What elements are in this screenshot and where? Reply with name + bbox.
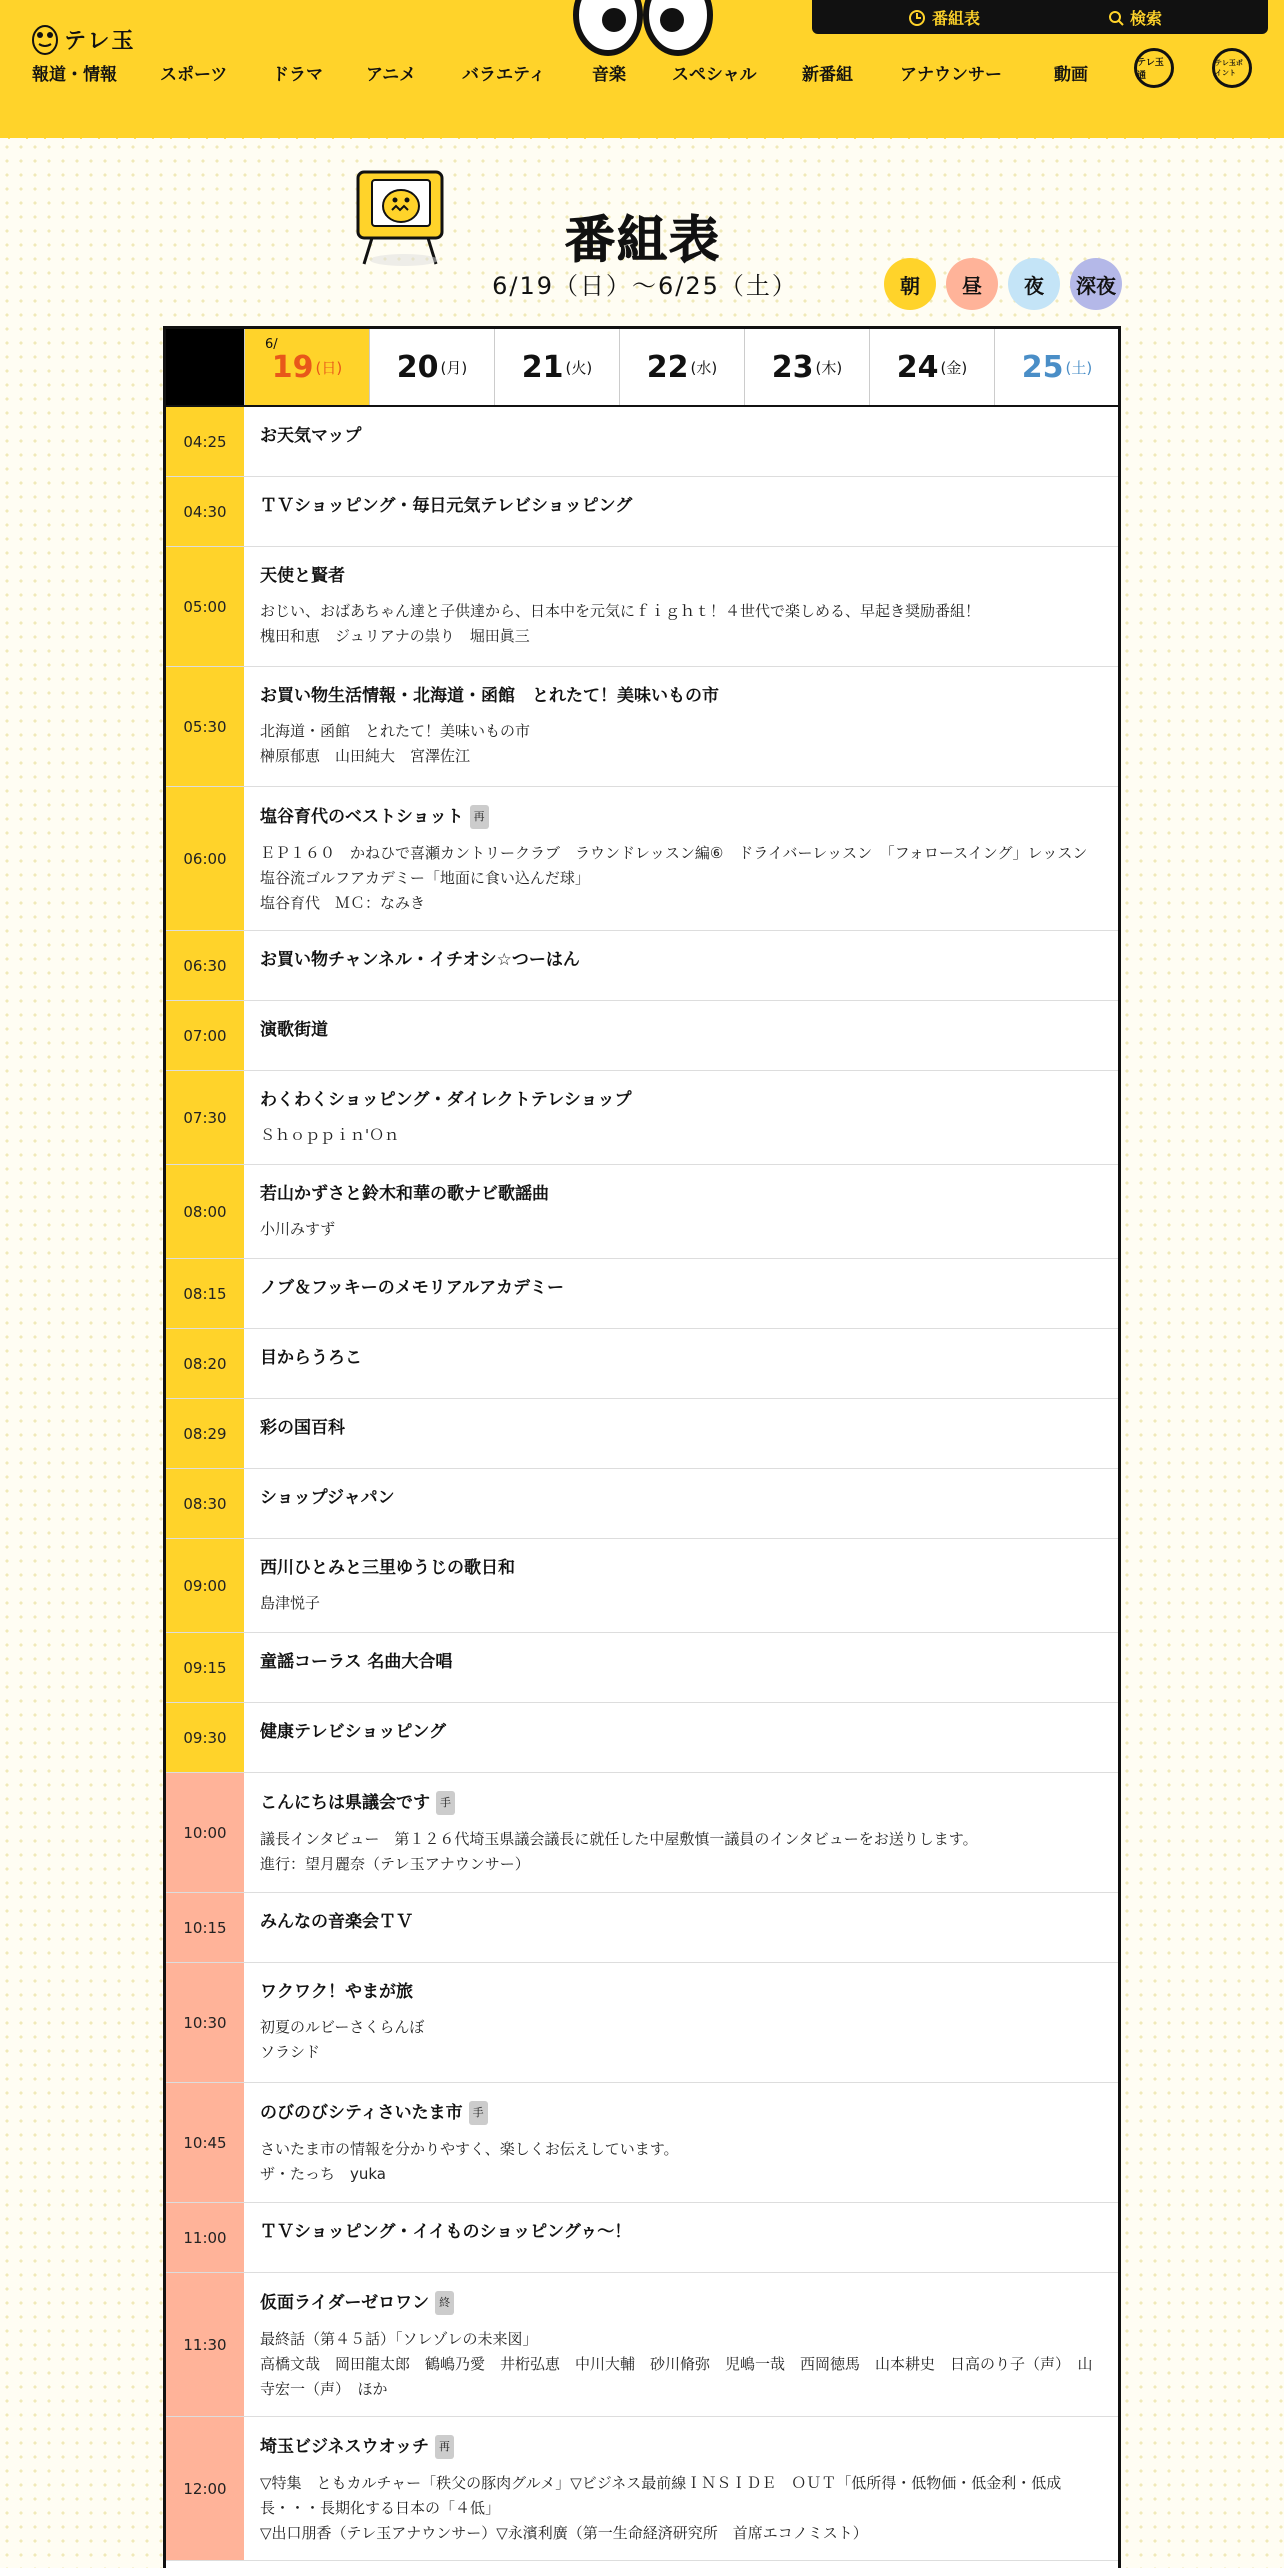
program-badge: 手 xyxy=(469,2101,488,2125)
schedule-link-label: 番組表 xyxy=(932,9,981,28)
program-description: ▽特集 ともカルチャー「秩父の豚肉グルメ」▽ビジネス最前線ＩＮＳＩＤＥ ＯＵＴ「低所得・低物価・低金利・低成長・・・長期化する日本の「４低」 ▽出口朋香（テレ玉アナウンサー）▽永濱利廣（第一生命経済研究所 首席エコノミスト） xyxy=(260,2474,1062,2542)
program-time: 07:30 xyxy=(166,1071,244,1164)
program-title-line xyxy=(260,1981,1102,2003)
program-title: 目からうろこ xyxy=(260,1348,362,1368)
teletama-club-icon[interactable] xyxy=(1134,48,1174,88)
nav-special[interactable]: スペシャル xyxy=(672,65,757,85)
program-time: 10:30 xyxy=(166,1963,244,2082)
program-title: お買い物生活情報・北海道・函館 とれたて！美味いもの市 xyxy=(260,686,719,706)
day-weekday: (水) xyxy=(690,358,718,377)
program-item[interactable] xyxy=(244,1469,1118,1523)
program-title-line xyxy=(260,1911,1102,1933)
program-description: ＥＰ１６０ かねひで喜瀬カントリークラブ ラウンドレッスン編⑥ ドライバーレッスン 「フォロースイング」レッスン 塩谷流ゴルフアカデミー「地面に食い込んだ球」 塩谷育代 ＭＣ：なみき xyxy=(260,844,1088,912)
program-title: 塩谷育代のベストショット xyxy=(260,807,464,827)
program-title: お天気マップ xyxy=(260,426,362,446)
program-title: みんなの音楽会ＴＶ xyxy=(260,1912,413,1932)
day-number: 20 xyxy=(396,349,439,385)
program-row xyxy=(166,667,1118,787)
program-time: 08:15 xyxy=(166,1259,244,1328)
program-item[interactable] xyxy=(244,1773,1118,1891)
program-time: 11:00 xyxy=(166,2203,244,2272)
program-description: Ｓｈｏｐｐｉｎ'Ｏｎ xyxy=(260,1126,400,1144)
day-tab-19[interactable] xyxy=(244,329,369,405)
day-tab-20[interactable] xyxy=(369,329,494,405)
program-row xyxy=(166,1633,1118,1703)
program-time: 08:30 xyxy=(166,1469,244,1538)
program-title-line xyxy=(260,1721,1102,1743)
month-tag: 6/ xyxy=(265,337,278,352)
program-title-line xyxy=(260,1651,1102,1673)
nav-anime[interactable]: アニメ xyxy=(366,65,417,85)
mascot-eyes-icon xyxy=(568,0,718,60)
program-row xyxy=(166,2083,1118,2203)
program-title-line xyxy=(260,2435,1102,2459)
program-title: ＴＶショッピング・毎日元気テレビショッピング xyxy=(260,496,633,516)
program-row xyxy=(166,1399,1118,1469)
program-title: 埼玉ビジネスウオッチ xyxy=(260,2437,429,2457)
day-tab-24[interactable] xyxy=(869,329,994,405)
day-number: 25 xyxy=(1021,349,1064,385)
program-title-line xyxy=(260,2291,1102,2315)
program-description: 北海道・函館 とれたて！美味いもの市 榊原郁恵 山田純大 宮澤佐江 xyxy=(260,722,531,765)
program-title: 童謡コーラス 名曲大合唱 xyxy=(260,1652,453,1672)
program-row xyxy=(166,1963,1118,2083)
program-item[interactable] xyxy=(244,1165,1118,1256)
day-tab-22[interactable] xyxy=(619,329,744,405)
nav-sports[interactable]: スポーツ xyxy=(160,65,228,85)
program-badge: 再 xyxy=(435,2435,454,2459)
day-weekday: (土) xyxy=(1065,358,1093,377)
tv-mascot-illustration xyxy=(352,168,460,268)
program-row xyxy=(166,1165,1118,1259)
program-badge: 終 xyxy=(435,2291,454,2315)
program-title-line xyxy=(260,1557,1102,1579)
program-row xyxy=(166,1259,1118,1329)
program-item[interactable] xyxy=(244,1001,1118,1055)
day-weekday: (火) xyxy=(565,358,593,377)
program-row xyxy=(166,787,1118,931)
program-item[interactable] xyxy=(244,787,1118,930)
program-title: 演歌街道 xyxy=(260,1020,328,1040)
program-item[interactable] xyxy=(244,931,1118,985)
program-row xyxy=(166,477,1118,547)
program-time: 06:00 xyxy=(166,787,244,930)
program-time: 11:30 xyxy=(166,2273,244,2416)
program-item[interactable] xyxy=(244,1329,1118,1383)
program-description: 初夏のルビーさくらんぼ ソラシド xyxy=(260,2018,425,2061)
program-row xyxy=(166,1703,1118,1773)
day-tab-25[interactable] xyxy=(994,329,1119,405)
program-item[interactable] xyxy=(244,407,1118,461)
program-time: 08:20 xyxy=(166,1329,244,1398)
program-item[interactable] xyxy=(244,2273,1118,2416)
program-time: 04:30 xyxy=(166,477,244,546)
program-title-line xyxy=(260,949,1102,971)
program-title-line xyxy=(260,805,1102,829)
schedule-table xyxy=(163,326,1121,2568)
teletama-point-label: テレ玉ポイント xyxy=(1215,59,1243,77)
program-item[interactable] xyxy=(244,2203,1118,2257)
day-number: 19 xyxy=(271,349,314,385)
search-link[interactable] xyxy=(1108,6,1162,29)
program-item[interactable] xyxy=(244,1259,1118,1313)
program-row xyxy=(166,931,1118,1001)
nav-videos[interactable]: 動画 xyxy=(1054,65,1088,85)
program-title: 西川ひとみと三里ゆうじの歌日和 xyxy=(260,1558,515,1578)
program-time: 10:45 xyxy=(166,2083,244,2202)
program-title-line xyxy=(260,1487,1102,1509)
time-filter-noon[interactable]: 昼 xyxy=(946,258,998,310)
program-item[interactable] xyxy=(244,1399,1118,1453)
program-time: 09:00 xyxy=(166,1539,244,1632)
program-title-line xyxy=(260,2221,1102,2243)
nav-variety[interactable]: バラエティ xyxy=(462,65,546,85)
nav-music[interactable]: 音楽 xyxy=(592,65,626,85)
program-description: 小川みすず xyxy=(260,1220,336,1238)
program-time: 09:30 xyxy=(166,1703,244,1772)
program-description: さいたま市の情報を分かりやすく、楽しくお伝えしています。 ザ・たっち yuka xyxy=(260,2140,679,2183)
program-row xyxy=(166,1329,1118,1399)
program-row xyxy=(166,1469,1118,1539)
program-title: 彩の国百科 xyxy=(260,1418,345,1438)
program-item[interactable] xyxy=(244,1893,1118,1947)
program-title-line xyxy=(260,685,1102,707)
time-filter-late-night[interactable]: 深夜 xyxy=(1070,258,1122,310)
program-list xyxy=(166,407,1118,2561)
header-zigzag-divider xyxy=(0,130,1284,148)
page-title: 番組表 xyxy=(565,211,721,269)
program-item[interactable] xyxy=(244,1633,1118,1687)
program-title: ワクワク！やまが旅 xyxy=(260,1982,413,2002)
program-row xyxy=(166,1773,1118,1893)
program-time: 10:00 xyxy=(166,1773,244,1892)
program-title-line xyxy=(260,425,1102,447)
day-number: 24 xyxy=(896,349,939,385)
program-title-line xyxy=(260,1417,1102,1439)
program-title-line xyxy=(260,1183,1102,1205)
program-item[interactable] xyxy=(244,1963,1118,2079)
program-row xyxy=(166,547,1118,667)
day-weekday: (金) xyxy=(940,358,968,377)
program-title-line xyxy=(260,1791,1102,1815)
program-row xyxy=(166,2273,1118,2417)
program-title: のびのびシティさいたま市 xyxy=(260,2103,463,2123)
clock-icon xyxy=(908,9,926,27)
site-logo[interactable] xyxy=(30,16,140,56)
site-header xyxy=(0,0,1284,138)
program-description: 島津悦子 xyxy=(260,1594,321,1612)
date-range: 6/19（日）〜6/25（土） xyxy=(492,272,798,300)
program-row xyxy=(166,407,1118,477)
program-item[interactable] xyxy=(244,477,1118,531)
time-filter-morning[interactable]: 朝 xyxy=(884,258,936,310)
search-link-label: 検索 xyxy=(1130,9,1163,28)
program-row xyxy=(166,1001,1118,1071)
program-time: 12:00 xyxy=(166,2417,244,2560)
program-title: 仮面ライダーゼロワン xyxy=(260,2293,430,2313)
program-title-line xyxy=(260,1089,1102,1111)
program-time: 05:00 xyxy=(166,547,244,666)
program-row xyxy=(166,1071,1118,1165)
nav-announcers[interactable]: アナウンサー xyxy=(900,65,1002,85)
teletama-point-icon[interactable] xyxy=(1212,48,1252,88)
nav-new-programs[interactable]: 新番組 xyxy=(802,65,853,85)
program-title: 健康テレビショッピング xyxy=(260,1722,446,1742)
day-weekday: (日) xyxy=(315,358,343,377)
program-badge: 手 xyxy=(436,1791,455,1815)
day-weekday: (月) xyxy=(440,358,468,377)
mascot-logo-icon xyxy=(30,16,60,56)
program-title-line xyxy=(260,1277,1102,1299)
program-item[interactable] xyxy=(244,1703,1118,1757)
program-time: 07:00 xyxy=(166,1001,244,1070)
logo-text: テレ玉 xyxy=(64,29,136,54)
time-filter-night[interactable]: 夜 xyxy=(1008,258,1060,310)
program-item[interactable] xyxy=(244,547,1118,663)
day-tab-23[interactable] xyxy=(744,329,869,405)
program-title: ノブ＆フッキーのメモリアルアカデミー xyxy=(260,1278,564,1298)
program-item[interactable] xyxy=(244,2083,1118,2201)
top-utility-bar xyxy=(812,0,1268,34)
program-title: 若山かずさと鈴木和華の歌ナビ歌謡曲 xyxy=(260,1184,549,1204)
program-title-line xyxy=(260,495,1102,517)
program-time: 10:15 xyxy=(166,1893,244,1962)
day-tabs xyxy=(166,329,1118,407)
day-tabs-corner xyxy=(166,329,244,405)
program-item[interactable] xyxy=(244,1071,1118,1162)
program-time: 08:29 xyxy=(166,1399,244,1468)
day-tab-21[interactable] xyxy=(494,329,619,405)
day-number: 23 xyxy=(771,349,814,385)
nav-news[interactable]: 報道・情報 xyxy=(32,65,117,85)
program-title-line xyxy=(260,1347,1102,1369)
program-item[interactable] xyxy=(244,667,1118,783)
program-description: おじい、おばあちゃん達と子供達から、日本中を元気にｆｉｇｈｔ！４世代で楽しめる、早起き奨励番組！ 槐田和恵 ジュリアナの祟り 堀田眞三 xyxy=(260,602,981,645)
program-badge: 再 xyxy=(470,805,489,829)
day-number: 21 xyxy=(521,349,564,385)
program-time: 09:15 xyxy=(166,1633,244,1702)
program-title-line xyxy=(260,1019,1102,1041)
program-row xyxy=(166,2203,1118,2273)
teletama-club-label: テレ玉通 xyxy=(1137,58,1164,81)
program-title: こんにちは県議会です xyxy=(260,1793,430,1813)
program-title: お買い物チャンネル・イチオシ☆つーはん xyxy=(260,950,580,970)
program-time: 04:25 xyxy=(166,407,244,476)
program-item[interactable] xyxy=(244,2417,1118,2560)
day-number: 22 xyxy=(646,349,689,385)
program-item[interactable] xyxy=(244,1539,1118,1630)
program-title: ＴＶショッピング・イイものショッピングゥ～！ xyxy=(260,2222,632,2242)
program-time: 06:30 xyxy=(166,931,244,1000)
main-nav xyxy=(0,60,1284,90)
program-description: 議長インタビュー 第１２６代埼玉県議会議長に就任した中屋敷慎一議員のインタビューをお送りします。 進行：望月麗奈（テレ玉アナウンサー） xyxy=(260,1830,978,1873)
program-row xyxy=(166,1893,1118,1963)
program-description: 最終話（第４５話）「ソレゾレの未来図」 高橋文哉 岡田龍太郎 鶴嶋乃愛 井桁弘恵 中川大輔 砂川脩弥 児嶋一哉 西岡徳馬 山本耕史 日高のり子（声） 山寺宏一（声） ほか xyxy=(260,2330,1093,2398)
program-title: わくわくショッピング・ダイレクトテレショップ xyxy=(260,1090,632,1110)
program-row xyxy=(166,2417,1118,2561)
program-time: 05:30 xyxy=(166,667,244,786)
nav-drama[interactable]: ドラマ xyxy=(272,65,323,85)
schedule-link[interactable] xyxy=(908,6,980,29)
program-title: ショップジャパン xyxy=(260,1488,395,1508)
program-time: 08:00 xyxy=(166,1165,244,1258)
program-title-line xyxy=(260,2101,1102,2125)
search-icon xyxy=(1108,10,1124,26)
day-weekday: (木) xyxy=(815,358,843,377)
program-title: 天使と賢者 xyxy=(260,566,345,586)
program-row xyxy=(166,1539,1118,1633)
program-title-line xyxy=(260,565,1102,587)
